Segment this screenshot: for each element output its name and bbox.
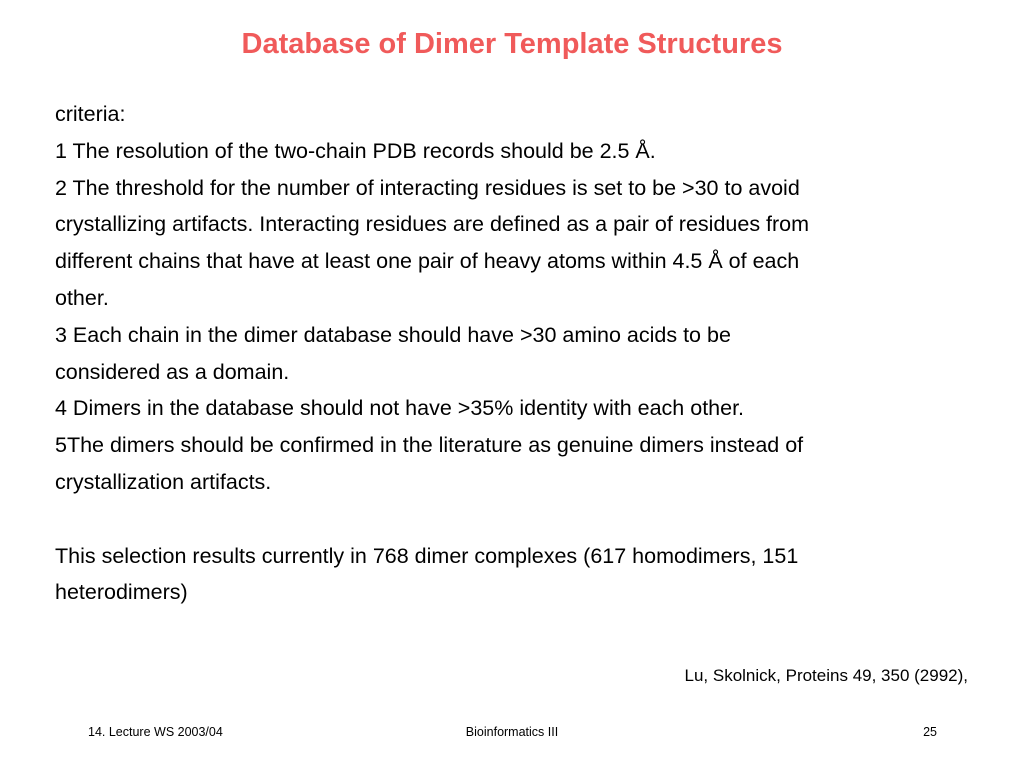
criterion-3-line-1: 3 Each chain in the dimer database should have >30 amino acids to be	[55, 322, 731, 347]
citation-reference: Lu, Skolnick, Proteins 49, 350 (2992),	[684, 666, 968, 685]
criterion-2-line-2: crystallizing artifacts. Interacting residues are defined as a pair of residues from	[55, 212, 810, 237]
footer-lecture: 14. Lecture WS 2003/04	[88, 725, 223, 739]
slide-title: Database of Dimer Template Structures	[241, 28, 783, 60]
footer-course: Bioinformatics III	[465, 725, 559, 739]
footer-page-number: 25	[923, 725, 937, 739]
criterion-2-line-3: different chains that have at least one pair of heavy atoms within 4.5 Å of each	[55, 249, 800, 274]
criterion-5-line-1: 5The dimers should be confirmed in the literature as genuine dimers instead of	[55, 433, 804, 458]
paragraph-gap	[55, 501, 990, 538]
criterion-4-line: 4 Dimers in the database should not have >35% identity with each other.	[55, 396, 745, 421]
criterion-5-line-2: crystallization artifacts.	[55, 469, 272, 494]
criteria-heading: criteria:	[55, 102, 126, 126]
slide-body	[55, 96, 990, 611]
summary-line-1: This selection results currently in 768 dimer complexes (617 homodimers, 151	[55, 543, 799, 568]
criterion-1-line: 1 The resolution of the two-chain PDB records should be 2.5 Å.	[55, 138, 656, 163]
criterion-2-line-1: 2 The threshold for the number of interacting residues is set to be >30 to avoid	[55, 175, 800, 200]
criterion-3-line-2: considered as a domain.	[55, 359, 290, 384]
criterion-2-line-4: other.	[55, 285, 109, 310]
summary-line-2: heterodimers)	[55, 580, 188, 605]
